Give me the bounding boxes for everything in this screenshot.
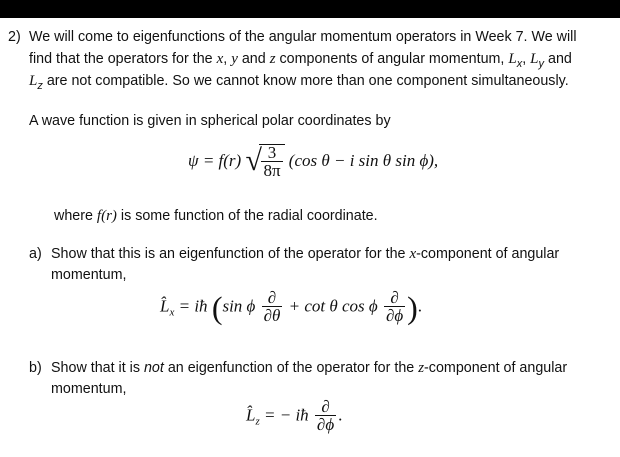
part-a-label: a) <box>29 246 42 262</box>
intro-line-1: We will come to eigenfunctions of the angular momentum operators in Week 7. We will <box>29 29 577 45</box>
part-b-line-2: momentum, <box>51 381 127 397</box>
problem-number: 2) <box>8 29 21 45</box>
intro-line-3: $L_z$ are not compatible. So we cannot know more than one component simultaneously. <box>29 73 569 92</box>
lz-operator-equation: $L̂_z$ = − iħ $\frac{\partial}{\partial\phi}$ . <box>246 397 343 434</box>
part-b-line-1: Show that it is not an eigenfunction of the operator for the z-component of angular <box>51 360 568 376</box>
part-b-label: b) <box>29 360 42 376</box>
top-black-bar <box>0 0 620 18</box>
wave-function-intro: A wave function is given in spherical polar coordinates by <box>29 113 391 129</box>
where-line: where f(r) is some function of the radial coordinate. <box>54 208 378 224</box>
part-a-line-2: momentum, <box>51 267 127 283</box>
wave-function-equation: ψ = f(r) √ $\frac{3}{8\pi}$ (cos θ − i sin θ sin ϕ), <box>188 143 439 180</box>
part-a-line-1: Show that this is an eigenfunction of the operator for the x-component of angular <box>51 246 560 262</box>
lx-operator-equation: $L̂_x$ = iħ (sin ϕ $\frac{\partial}{\partial\theta}$ + cot θ cos ϕ $\frac{\partial}{\partial\phi}$ ). <box>160 288 423 326</box>
sqrt-fraction: √ $\frac{3}{8\pi}$ <box>245 144 284 180</box>
intro-line-2: find that the operators for the x, y and z components of angular momentum, $L_x$, $L_y$ and <box>29 51 572 70</box>
